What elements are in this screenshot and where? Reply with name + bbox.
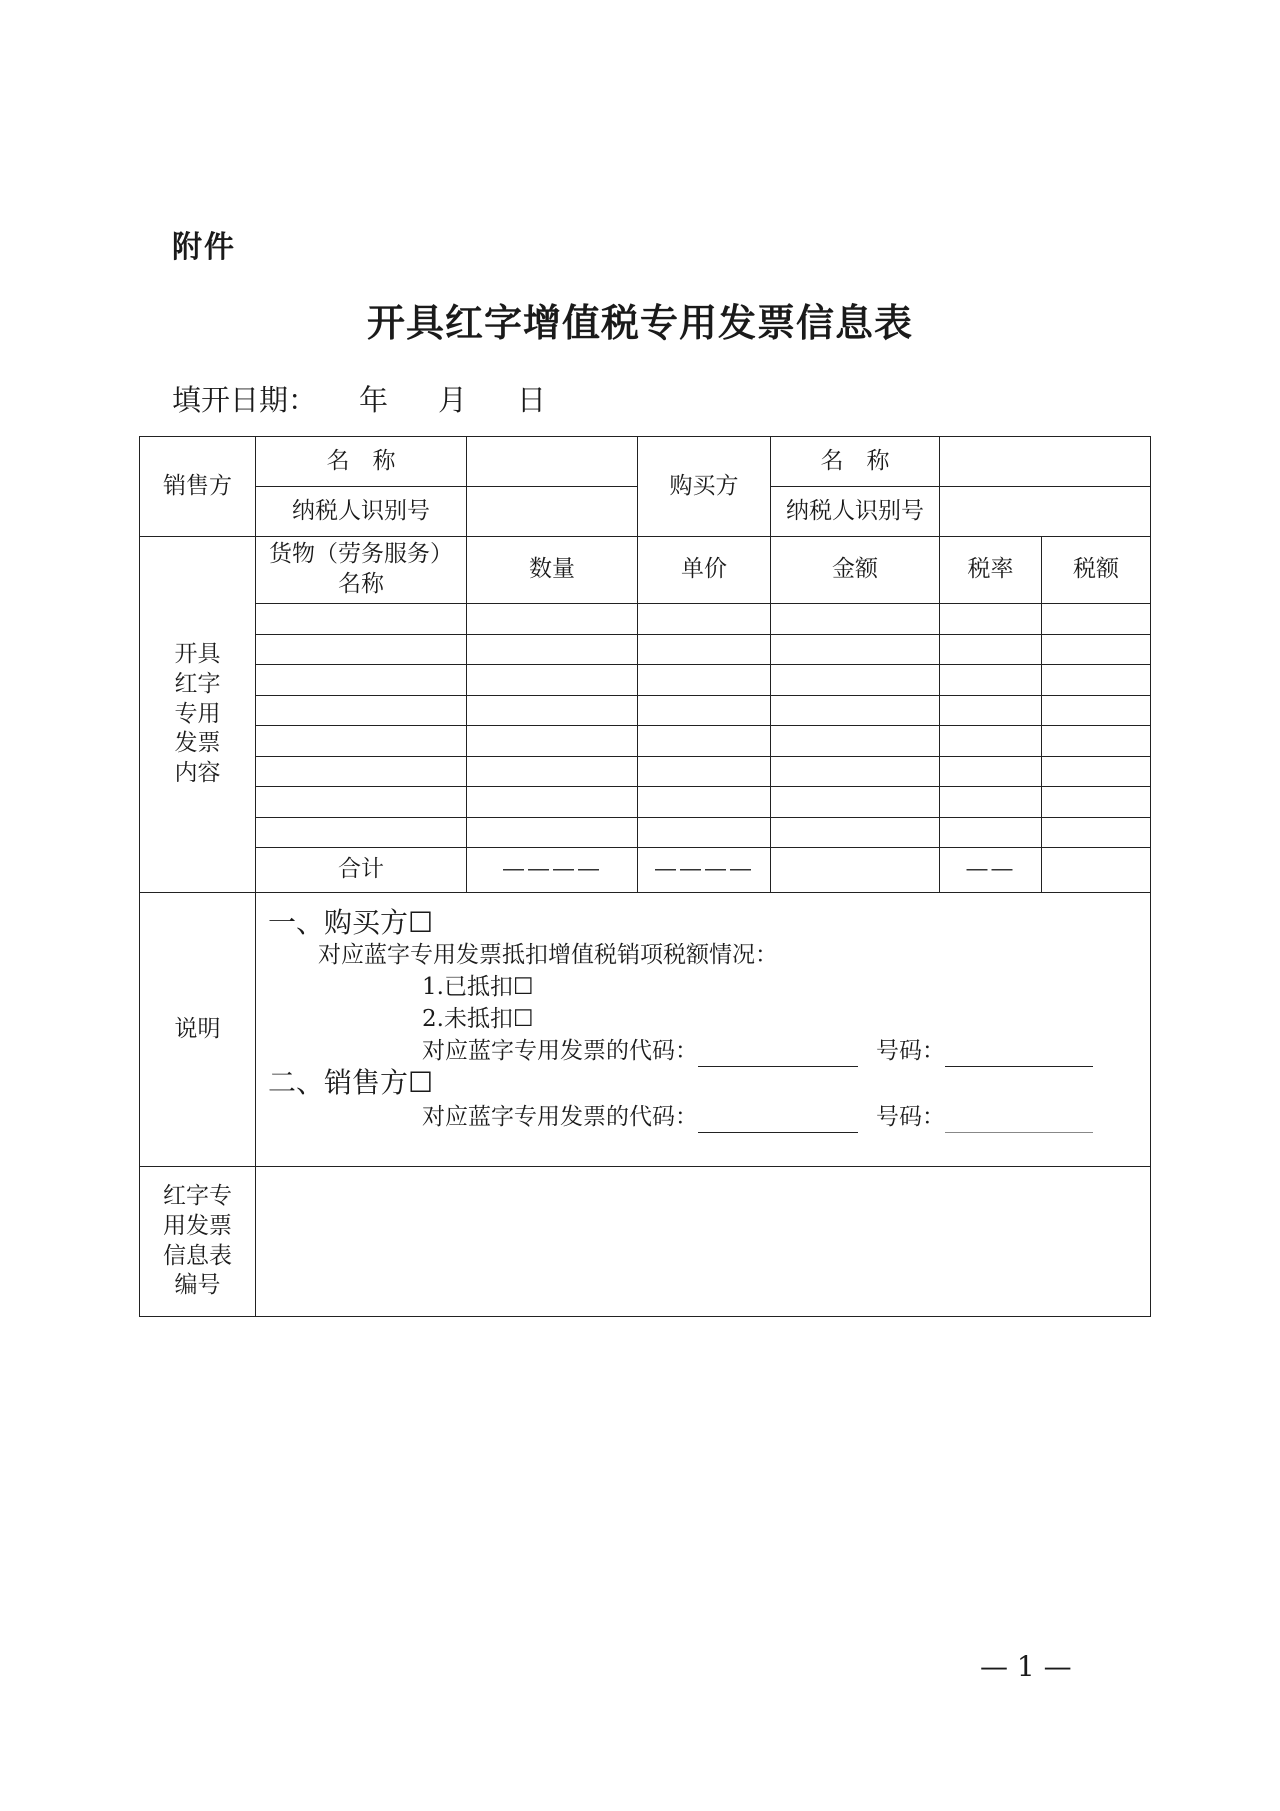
total-unit-price-dash: ———— xyxy=(638,848,771,893)
content-label-line: 内容 xyxy=(174,760,221,787)
goods-name-cell[interactable] xyxy=(256,756,467,787)
buyer-number-label: 号码： xyxy=(876,1038,945,1064)
seller-number-label: 号码： xyxy=(876,1104,945,1130)
unit-price-cell[interactable] xyxy=(638,817,771,848)
amount-cell[interactable] xyxy=(771,634,940,665)
total-amount-cell[interactable] xyxy=(771,848,940,893)
content-label-line: 红字 xyxy=(174,670,221,697)
seller-heading: 二、销售方 xyxy=(268,1066,409,1099)
buyer-option-line xyxy=(268,905,433,941)
goods-name-cell[interactable] xyxy=(256,817,467,848)
serial-value[interactable] xyxy=(256,1167,1151,1317)
serial-label-line: 编号 xyxy=(174,1272,221,1299)
buyer-code-field[interactable] xyxy=(698,1042,858,1067)
not-deducted-option-line xyxy=(422,1005,534,1035)
quantity-cell[interactable] xyxy=(467,787,638,818)
buyer-label: 购买方 xyxy=(638,437,771,537)
amount-cell[interactable] xyxy=(771,817,940,848)
quantity-cell[interactable] xyxy=(467,665,638,696)
seller-taxid-label: 纳税人识别号 xyxy=(256,487,467,537)
tax-amount-cell[interactable] xyxy=(1042,817,1151,848)
total-tax-amount-cell[interactable] xyxy=(1042,848,1151,893)
goods-name-cell[interactable] xyxy=(256,726,467,757)
tax-rate-cell[interactable] xyxy=(940,665,1042,696)
buyer-invoice-code-line xyxy=(422,1037,1093,1067)
annex-label: 附件 xyxy=(172,230,236,265)
unit-price-cell[interactable] xyxy=(638,695,771,726)
unit-price-cell[interactable] xyxy=(638,665,771,696)
seller-code-field[interactable] xyxy=(698,1108,858,1133)
buyer-code-label: 对应蓝字专用发票的代码： xyxy=(422,1038,698,1064)
serial-label xyxy=(140,1167,256,1317)
quantity-header: 数量 xyxy=(467,537,638,604)
amount-cell[interactable] xyxy=(771,756,940,787)
tax-rate-cell[interactable] xyxy=(940,604,1042,635)
amount-cell[interactable] xyxy=(771,604,940,635)
fill-date-label: 填开日期： xyxy=(172,383,318,417)
quantity-cell[interactable] xyxy=(467,726,638,757)
content-label-line: 开具 xyxy=(174,640,221,667)
tax-rate-cell[interactable] xyxy=(940,695,1042,726)
unit-price-header: 单价 xyxy=(638,537,771,604)
buyer-taxid-value[interactable] xyxy=(940,487,1151,537)
notes-section xyxy=(256,893,1151,1167)
quantity-cell[interactable] xyxy=(467,817,638,848)
deduction-line: 对应蓝字专用发票抵扣增值税销项税额情况： xyxy=(318,942,778,968)
total-tax-rate-dash: —— xyxy=(940,848,1042,893)
tax-amount-header: 税额 xyxy=(1042,537,1151,604)
amount-cell[interactable] xyxy=(771,695,940,726)
amount-cell[interactable] xyxy=(771,726,940,757)
serial-label-line: 信息表 xyxy=(163,1242,232,1269)
content-label-line: 发票 xyxy=(174,730,221,757)
tax-rate-cell[interactable] xyxy=(940,756,1042,787)
quantity-cell[interactable] xyxy=(467,756,638,787)
seller-code-label: 对应蓝字专用发票的代码： xyxy=(422,1104,698,1130)
seller-name-value[interactable] xyxy=(467,437,638,487)
table-row xyxy=(140,787,1151,818)
goods-name-header xyxy=(256,537,467,604)
table-row xyxy=(140,604,1151,635)
tax-amount-cell[interactable] xyxy=(1042,665,1151,696)
amount-cell[interactable] xyxy=(771,665,940,696)
deducted-label: 1.已抵扣 xyxy=(422,974,513,1000)
unit-price-cell[interactable] xyxy=(638,787,771,818)
date-year-unit: 年 xyxy=(359,383,389,417)
buyer-heading: 一、购买方 xyxy=(268,906,409,939)
amount-header: 金额 xyxy=(771,537,940,604)
seller-option-line xyxy=(268,1065,433,1101)
form-title: 开具红字增值税专用发票信息表 xyxy=(366,301,913,345)
goods-name-cell[interactable] xyxy=(256,604,467,635)
tax-rate-cell[interactable] xyxy=(940,634,1042,665)
fill-date-line xyxy=(172,378,546,419)
tax-rate-header: 税率 xyxy=(940,537,1042,604)
quantity-cell[interactable] xyxy=(467,695,638,726)
seller-taxid-value[interactable] xyxy=(467,487,638,537)
buyer-name-label: 名 称 xyxy=(771,437,940,487)
seller-name-label: 名 称 xyxy=(256,437,467,487)
seller-number-field[interactable] xyxy=(945,1108,1093,1133)
not-deducted-label: 2.未抵扣 xyxy=(422,1006,513,1032)
tax-amount-cell[interactable] xyxy=(1042,756,1151,787)
deducted-option-line xyxy=(422,973,534,1003)
total-quantity-dash: ———— xyxy=(467,848,638,893)
buyer-taxid-label: 纳税人识别号 xyxy=(771,487,940,537)
table-row xyxy=(140,756,1151,787)
unit-price-cell[interactable] xyxy=(638,634,771,665)
seller-invoice-code-line xyxy=(422,1103,1093,1133)
quantity-cell[interactable] xyxy=(467,634,638,665)
date-day-unit: 日 xyxy=(517,383,547,417)
unit-price-cell[interactable] xyxy=(638,756,771,787)
seller-checkbox[interactable]: ☐ xyxy=(408,1066,434,1099)
goods-header-line1: 货物（劳务服务） xyxy=(269,541,453,568)
table-row xyxy=(140,665,1151,696)
tax-amount-cell[interactable] xyxy=(1042,695,1151,726)
page-number: — 1 — xyxy=(980,1650,1072,1683)
amount-cell[interactable] xyxy=(771,787,940,818)
serial-label-line: 红字专 xyxy=(163,1182,232,1209)
seller-label: 销售方 xyxy=(140,437,256,537)
table-row xyxy=(140,634,1151,665)
goods-name-cell[interactable] xyxy=(256,665,467,696)
tax-amount-cell[interactable] xyxy=(1042,604,1151,635)
tax-rate-cell[interactable] xyxy=(940,817,1042,848)
content-section-label xyxy=(140,537,256,893)
buyer-checkbox[interactable]: ☐ xyxy=(408,906,434,939)
goods-name-cell[interactable] xyxy=(256,787,467,818)
table-row xyxy=(140,695,1151,726)
goods-header-line2: 名称 xyxy=(338,571,384,597)
buyer-name-value[interactable] xyxy=(940,437,1151,487)
unit-price-cell[interactable] xyxy=(638,726,771,757)
notes-label: 说明 xyxy=(140,893,256,1167)
quantity-cell[interactable] xyxy=(467,604,638,635)
table-row xyxy=(140,726,1151,757)
date-month-unit: 月 xyxy=(438,383,468,417)
goods-name-cell[interactable] xyxy=(256,695,467,726)
red-invoice-info-table xyxy=(139,436,1151,1317)
unit-price-cell[interactable] xyxy=(638,604,771,635)
total-label: 合计 xyxy=(256,848,467,893)
tax-rate-cell[interactable] xyxy=(940,726,1042,757)
not-deducted-checkbox[interactable]: ☐ xyxy=(512,1006,534,1032)
table-row xyxy=(140,817,1151,848)
tax-rate-cell[interactable] xyxy=(940,787,1042,818)
tax-amount-cell[interactable] xyxy=(1042,787,1151,818)
goods-name-cell[interactable] xyxy=(256,634,467,665)
tax-amount-cell[interactable] xyxy=(1042,634,1151,665)
serial-label-line: 用发票 xyxy=(163,1212,232,1239)
content-label-line: 专用 xyxy=(174,700,221,727)
total-row xyxy=(140,848,1151,893)
tax-amount-cell[interactable] xyxy=(1042,726,1151,757)
buyer-number-field[interactable] xyxy=(945,1042,1093,1067)
deducted-checkbox[interactable]: ☐ xyxy=(512,974,534,1000)
